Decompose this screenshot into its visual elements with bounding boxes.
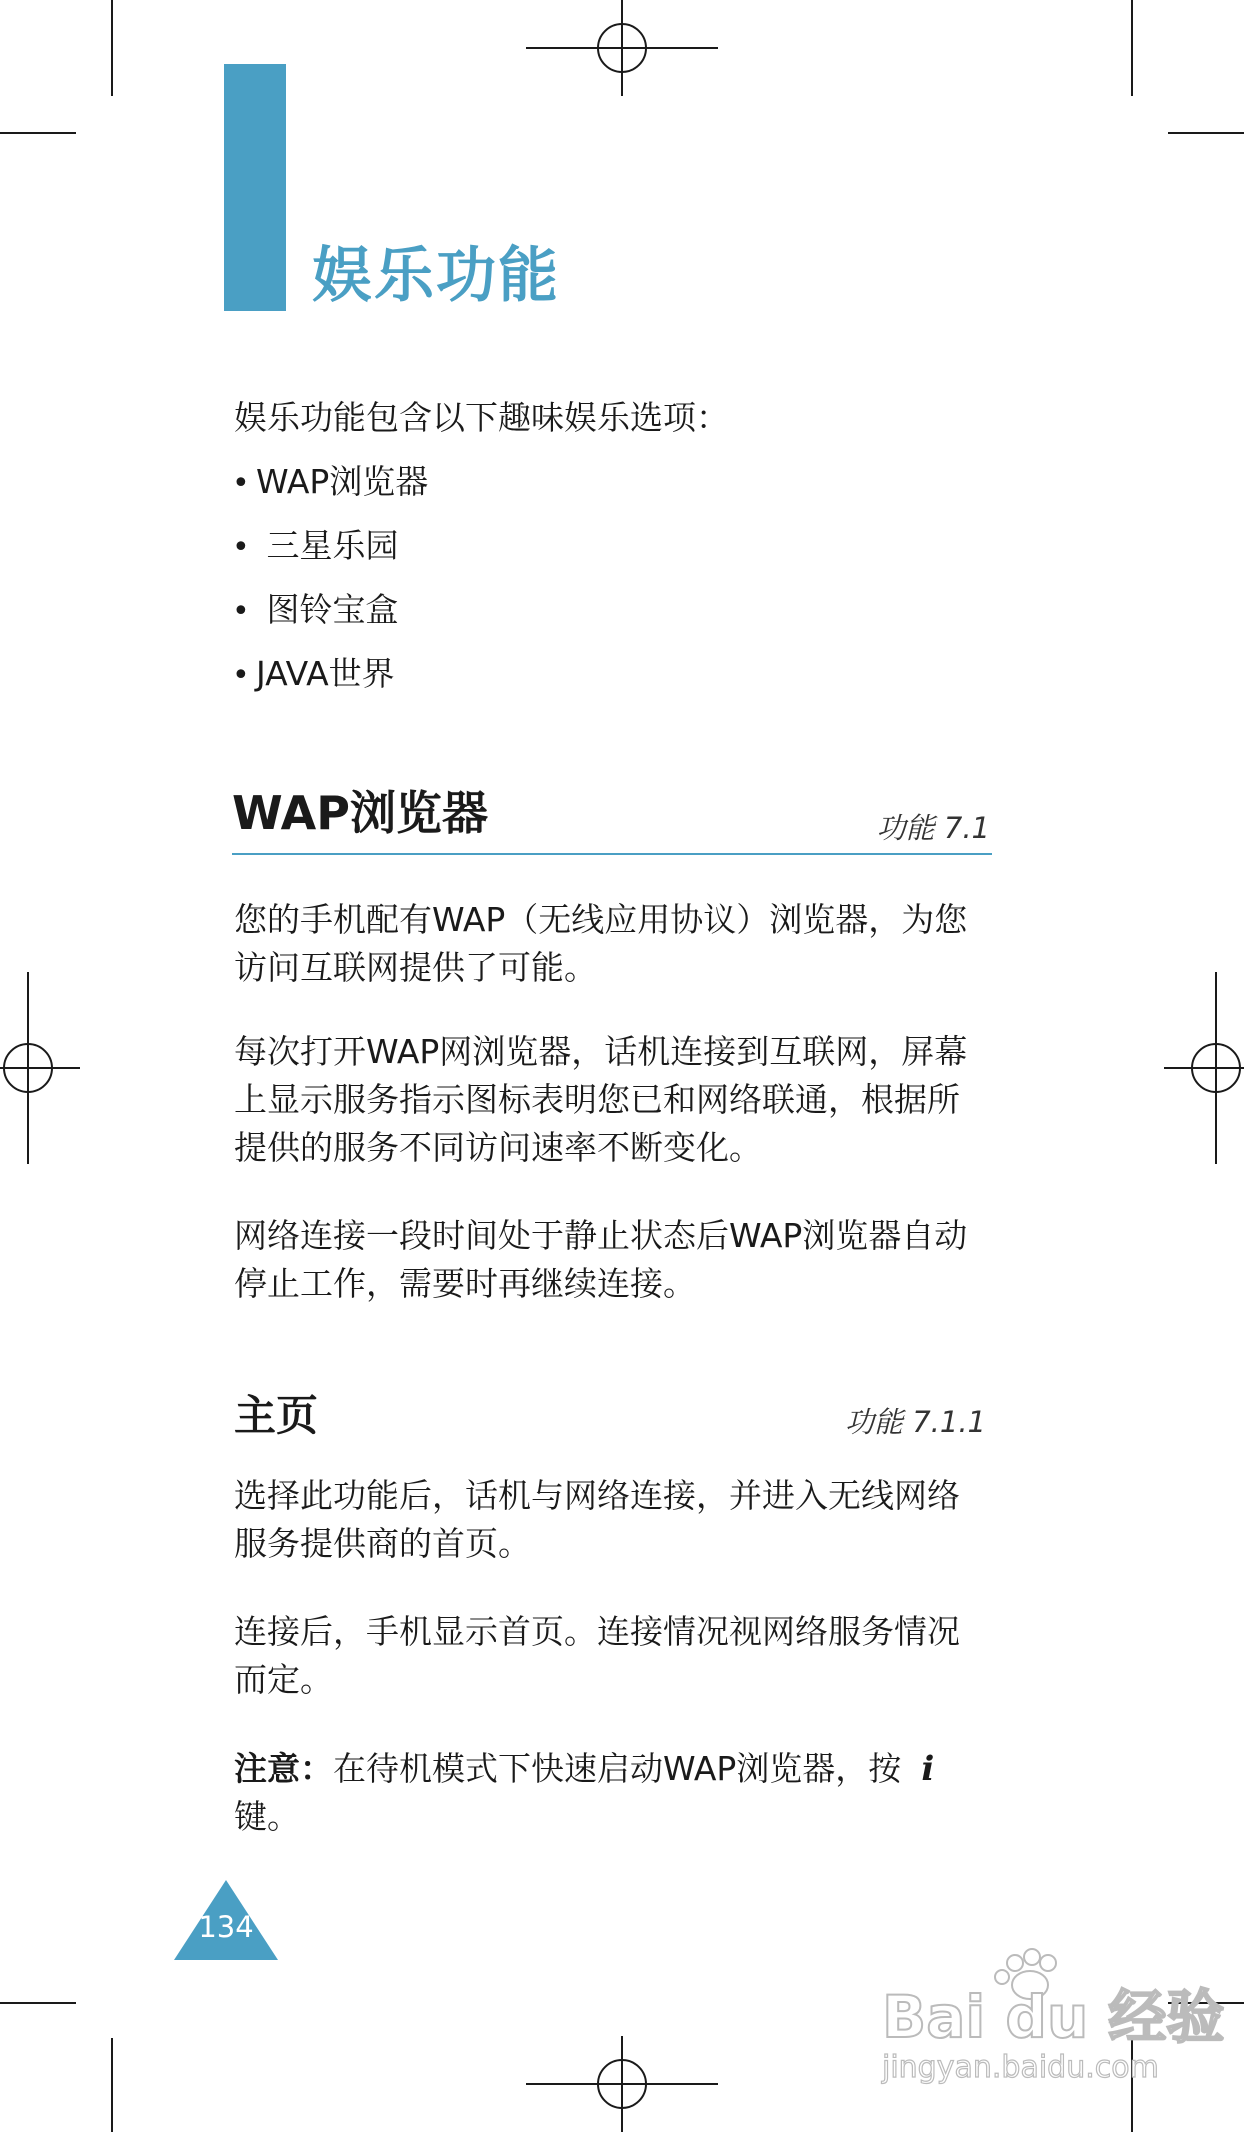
note xyxy=(234,1745,994,1841)
text-line: 停止工作，需要时再继续连接。 xyxy=(234,1264,696,1303)
crop-mark-top-right-vertical xyxy=(1131,0,1133,96)
text-line: 每次打开WAP网浏览器，话机连接到互联网，屏幕 xyxy=(234,1032,968,1071)
section-function-ref: 功能 7.1 xyxy=(876,811,990,845)
bullet-icon: • xyxy=(232,466,250,501)
section-paragraph-1 xyxy=(234,896,994,992)
subsection-function-ref: 功能 7.1.1 xyxy=(844,1405,986,1439)
section-divider xyxy=(232,853,992,855)
text-line: 网络连接一段时间处于静止状态后WAP浏览器自动 xyxy=(234,1216,968,1255)
subsection-paragraph-2 xyxy=(234,1608,994,1704)
list-item xyxy=(232,522,832,586)
chapter-title: 娱乐功能 xyxy=(312,241,560,311)
crop-mark-top-left-horizontal xyxy=(0,132,76,134)
text-line: 您的手机配有WAP（无线应用协议）浏览器，为您 xyxy=(234,900,968,939)
registration-mark-top xyxy=(526,0,718,96)
info-key-icon: i xyxy=(921,1749,935,1789)
list-item xyxy=(232,650,832,714)
bullet-icon: • xyxy=(232,594,250,629)
crop-mark-top-right-horizontal xyxy=(1168,132,1244,134)
chapter-accent-bar xyxy=(224,64,286,311)
registration-mark-bottom xyxy=(526,2036,718,2132)
crop-mark-bottom-left-horizontal xyxy=(0,2002,76,2004)
watermark-brand: Bai du 经验 xyxy=(882,1983,1225,2051)
section-paragraph-3 xyxy=(234,1212,994,1308)
chapter-intro: 娱乐功能包含以下趣味娱乐选项： xyxy=(234,398,729,437)
text-line: 选择此功能后，话机与网络连接，并进入无线网络 xyxy=(234,1476,960,1515)
section-title: WAP浏览器 xyxy=(232,786,488,840)
registration-mark-left xyxy=(0,972,80,1164)
option-label: JAVA世界 xyxy=(256,654,395,693)
list-item xyxy=(232,458,832,522)
bullet-icon: • xyxy=(232,658,250,693)
baidu-jingyan-watermark xyxy=(880,1945,1225,2085)
text-line: 提供的服务不同访问速率不断变化。 xyxy=(234,1128,762,1167)
registration-mark-right xyxy=(1164,972,1244,1164)
option-label: 图铃宝盒 xyxy=(266,590,399,629)
crop-mark-bottom-left-vertical xyxy=(111,2038,113,2132)
crop-mark-top-left-vertical xyxy=(111,0,113,96)
text-line: 而定。 xyxy=(234,1660,333,1699)
text-line: 服务提供商的首页。 xyxy=(234,1524,531,1563)
text-line: 访问互联网提供了可能。 xyxy=(234,948,597,987)
text-line: 连接后，手机显示首页。连接情况视网络服务情况 xyxy=(234,1612,960,1651)
bullet-icon: • xyxy=(232,530,250,565)
list-item xyxy=(232,586,832,650)
subsection-paragraph-1 xyxy=(234,1472,994,1568)
note-suffix: 键。 xyxy=(234,1797,300,1836)
page-number: 134 xyxy=(198,1910,254,1944)
option-label: WAP浏览器 xyxy=(256,462,429,501)
section-paragraph-2 xyxy=(234,1028,994,1172)
subsection-title: 主页 xyxy=(234,1391,319,1440)
note-text: 在待机模式下快速启动WAP浏览器，按 xyxy=(333,1749,902,1788)
note-label: 注意： xyxy=(234,1749,333,1788)
option-list xyxy=(232,458,832,714)
option-label: 三星乐园 xyxy=(266,526,399,565)
watermark-url: jingyan.baidu.com xyxy=(882,2050,1159,2085)
text-line: 上显示服务指示图标表明您已和网络联通，根据所 xyxy=(234,1080,960,1119)
